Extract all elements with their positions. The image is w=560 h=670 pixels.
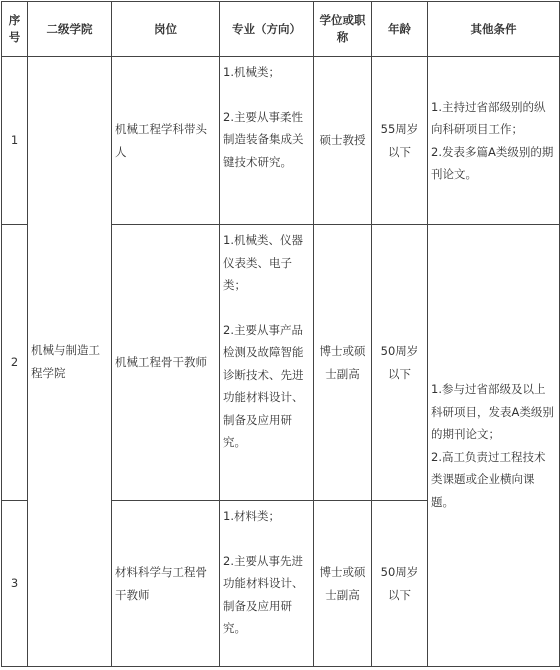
table-row [2, 57, 560, 225]
major-line-2: 2.主要从事先进功能材料设计、制备及应用研究。 [223, 553, 304, 635]
recruitment-table [1, 1, 560, 667]
header-row [2, 2, 560, 57]
row-major [220, 57, 314, 225]
header-age: 年龄 [372, 2, 428, 57]
other-line-2: 2.发表多篇A类级别的期刊论文。 [431, 144, 554, 181]
row-seq: 2 [2, 225, 28, 501]
header-post: 岗位 [112, 2, 220, 57]
major-line-1: 1.机械类； [223, 65, 280, 79]
college-cell: 机械与制造工程学院 [28, 57, 112, 667]
row-degree: 博士或硕士副高 [314, 225, 372, 501]
row-post: 材料科学与工程骨干教师 [112, 501, 220, 667]
row-other [428, 57, 560, 225]
shared-other-line-1: 1.参与过省部级及以上科研项目，发表A类级别的期刊论文； [431, 382, 554, 441]
other-line-1: 1.主持过省部级别的纵向科研项目工作； [431, 99, 546, 136]
header-degree: 学位或职称 [314, 2, 372, 57]
major-line-2: 2.主要从事柔性制造装备集成关键技术研究。 [223, 109, 304, 169]
major-line-2: 2.主要从事产品检测及故障智能诊断技术、先进功能材料设计、制备及应用研究。 [223, 322, 304, 449]
row-post: 机械工程学科带头人 [112, 57, 220, 225]
header-major: 专业（方向） [220, 2, 314, 57]
header-other: 其他条件 [428, 2, 560, 57]
header-college: 二级学院 [28, 2, 112, 57]
row-degree: 博士或硕士副高 [314, 501, 372, 667]
row-degree: 硕士教授 [314, 57, 372, 225]
row-seq: 1 [2, 57, 28, 225]
header-seq: 序号 [2, 2, 28, 57]
row-major [220, 501, 314, 667]
row-age: 55周岁以下 [372, 57, 428, 225]
major-line-1: 1.材料类； [223, 509, 280, 523]
shared-other-cell [428, 225, 560, 667]
shared-other-line-2: 2.高工负责过工程技术类课题或企业横向课题。 [431, 449, 546, 509]
row-seq: 3 [2, 501, 28, 667]
major-line-1: 1.机械类、仪器仪表类、电子类； [223, 233, 303, 292]
row-age: 50周岁以下 [372, 501, 428, 667]
row-major [220, 225, 314, 501]
row-post: 机械工程骨干教师 [112, 225, 220, 501]
row-age: 50周岁以下 [372, 225, 428, 501]
